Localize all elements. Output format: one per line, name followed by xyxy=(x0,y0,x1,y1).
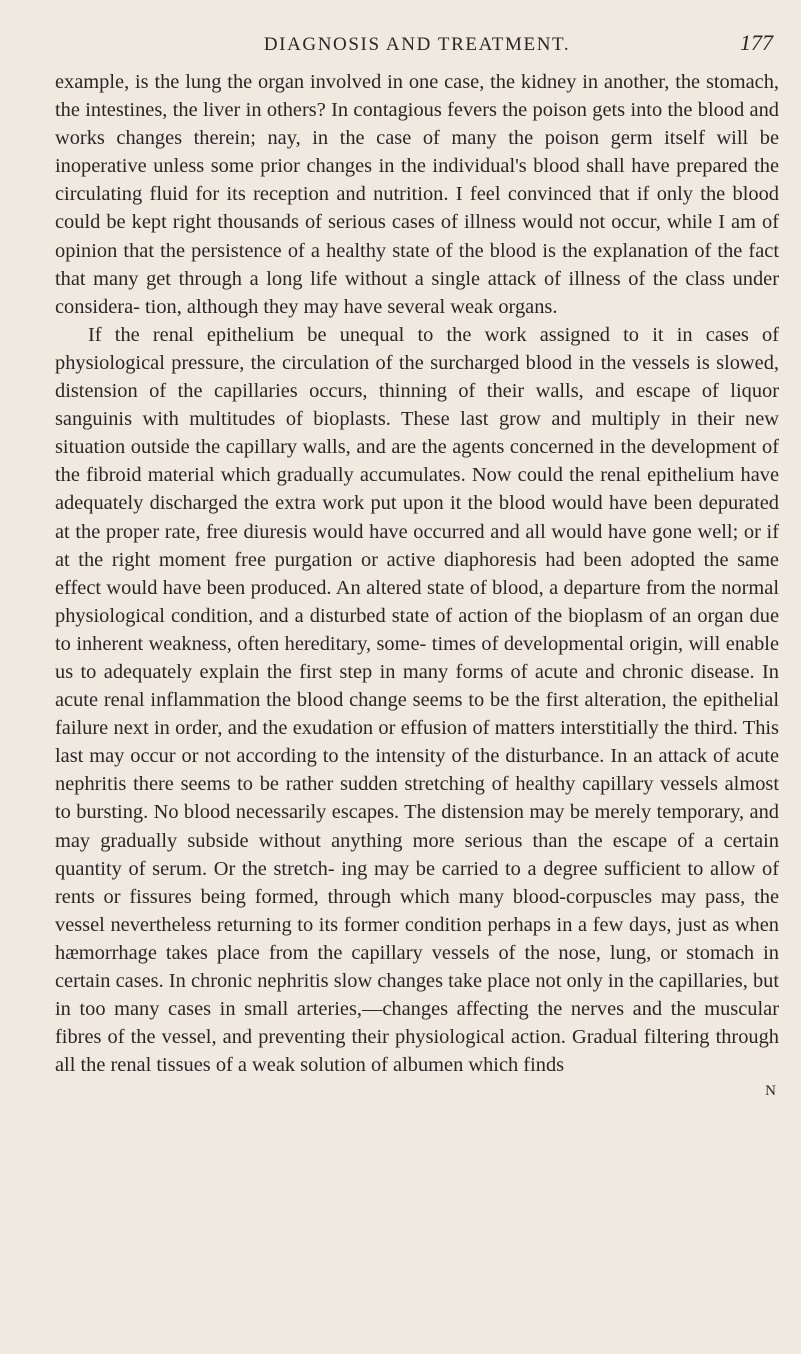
paragraph-continued: example, is the lung the organ involved in one case, the kidney in another, the stomach, the intestines, the liver in others? In contagious fevers the poison gets into the blood and works changes therein; nay, in the case of many the poison germ itself will be inoperative unless some prior changes in the individual's blood shall have prepared the circulating fluid for its reception and nutrition. I feel convinced that if only the blood could be kept right thousands of serious cases of illness would not occur, while I am of opinion that the persistence of a healthy state of the blood is the explanation of the fact that many get through a long life without a single attack of illness of the class under considera- tion, although they may have several weak organs. xyxy=(55,71,779,318)
running-head: DIAGNOSIS AND TREATMENT. xyxy=(263,34,571,55)
page-header xyxy=(55,30,779,58)
body-text xyxy=(55,68,779,1079)
signature-mark: N xyxy=(765,1083,777,1100)
paragraph-renal-epithelium: If the renal epithelium be unequal to the work assigned to it in cases of physiological pressure, the circulation of the surcharged blood in the vessels is slowed, distension of the capillaries occurs, thinning of their walls, and escape of liquor sanguinis with multitudes of bioplasts. These last grow and multiply in their new situation outside the capillary walls, and are the agents concerned in the development of the fibroid material which gradually accumulates. Now could the renal epithelium have adequately discharged the extra work put upon it the blood would have been depurated at the proper rate, free diuresis would have occurred and all would have gone well; or if at the right moment free purgation or active diaphoresis had been adopted the same effect would have been produced. An altered state of blood, a departure from the normal physiological condition, and a disturbed state of action of the bioplasm of an organ due to inherent weakness, often hereditary, some- times of developmental origin, will enable us to adequately explain the first step in many forms of acute and chronic disease. In acute renal inflammation the blood change seems to be the first alteration, the epithelial failure next in order, and the exudation or effusion of matters interstitially the third. This last may occur or not according to the intensity of the disturbance. In an attack of acute nephritis there seems to be rather sudden stretching of healthy capillary vessels almost to bursting. No blood necessarily escapes. The distension may be merely temporary, and may gradually subside without anything more serious than the escape of a certain quantity of serum. Or the stretch- ing may be carried to a degree sufficient to allow of rents or fissures being formed, through which many blood-corpuscles may pass, the vessel nevertheless returning to its former condition perhaps in a few days, just as when hæmorrhage takes place from the capillary vessels of the nose, lung, or stomach in certain cases. In chronic nephritis slow changes take place not only in the capillaries, but in too many cases in small arteries,—changes affecting the nerves and the muscular fibres of the vessel, and preventing their physiological action. Gradual filtering through all the renal tissues of a weak solution of albumen which finds xyxy=(55,323,779,1077)
page-number: 177 xyxy=(740,30,773,55)
